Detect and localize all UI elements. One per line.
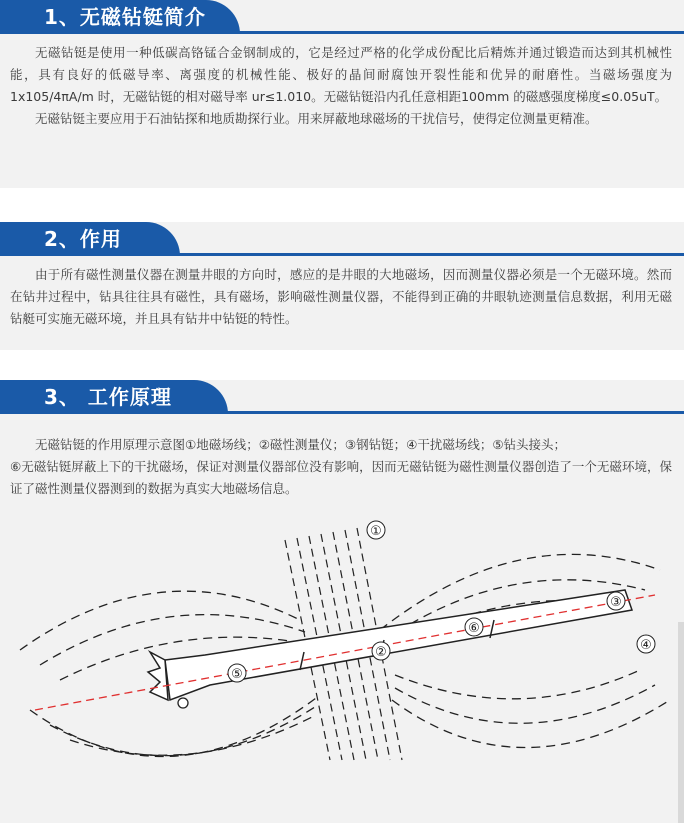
section-function xyxy=(0,222,684,350)
paragraph: 无磁钻铤的作用原理示意图①地磁场线；②磁性测量仪；③钢钻铤；④干扰磁场线；⑤钻头接头； xyxy=(35,437,567,452)
paragraph: 由于所有磁性测量仪器在测量井眼的方向时，感应的是井眼的大地磁场，因而测量仪器必须是一个无磁环境。然而在钻井过程中，钻具往往具有磁性，具有磁场，影响磁性测量仪器，不能得到正确的井眼轨迹测量信息数据，利用无磁钻艇可实施无磁环境，并且具有钻井中钻铤的特性。 xyxy=(10,267,672,326)
label-5: ⑤ xyxy=(231,667,243,682)
field-line xyxy=(70,715,316,755)
field-line xyxy=(50,705,318,756)
section-body xyxy=(0,34,684,140)
paragraph: ⑥无磁钻铤屏蔽上下的干扰磁场，保证对测量仪器部位没有影响，因而无磁钻铤为磁性测量仪器创造了一个无磁环境，保证了磁性测量仪器测到的数据为真实大地磁场信息。 xyxy=(10,459,672,496)
label-4: ④ xyxy=(640,638,652,653)
label-1: ① xyxy=(370,524,382,539)
center-axis xyxy=(35,595,655,710)
section-title: 1、无磁钻铤简介 xyxy=(0,0,240,34)
bit-nozzle-icon xyxy=(178,698,188,708)
field-line xyxy=(395,670,640,699)
section-body xyxy=(0,256,684,340)
section-title: 2、作用 xyxy=(0,222,180,256)
label-2: ② xyxy=(375,645,387,660)
label-6: ⑥ xyxy=(468,621,480,636)
principle-diagram xyxy=(0,510,684,823)
section-title: 3、 工作原理 xyxy=(0,380,228,414)
section-header xyxy=(0,0,684,34)
field-line xyxy=(392,700,670,748)
drill-string xyxy=(148,590,632,700)
section-intro xyxy=(0,0,684,188)
section-header xyxy=(0,222,684,256)
field-line xyxy=(395,685,655,723)
label-3: ③ xyxy=(610,595,622,610)
section-header xyxy=(0,380,684,414)
section-body xyxy=(0,414,684,510)
paragraph: 无磁钻铤是使用一种低碳高铬锰合金钢制成的，它是经过严格的化学成份配比后精炼并通过锻造而达到其机械性能，具有良好的低磁导率、离强度的机械性能、极好的晶间耐腐蚀开裂性能和优异的耐磨性。当磁场强度为 1x105/4πA/m 时，无磁钻铤的相对磁导率 ur≤1.010。无磁钻铤沿内孔任意相距100mm 的磁感强度梯度≤0.05uT。 xyxy=(10,45,672,104)
paragraph: 无磁钻铤主要应用于石油钻探和地质勘探行业。用来屏蔽地球磁场的干扰信号，使得定位测量更精准。 xyxy=(35,111,598,126)
field-line xyxy=(30,695,320,757)
field-line xyxy=(20,591,300,650)
